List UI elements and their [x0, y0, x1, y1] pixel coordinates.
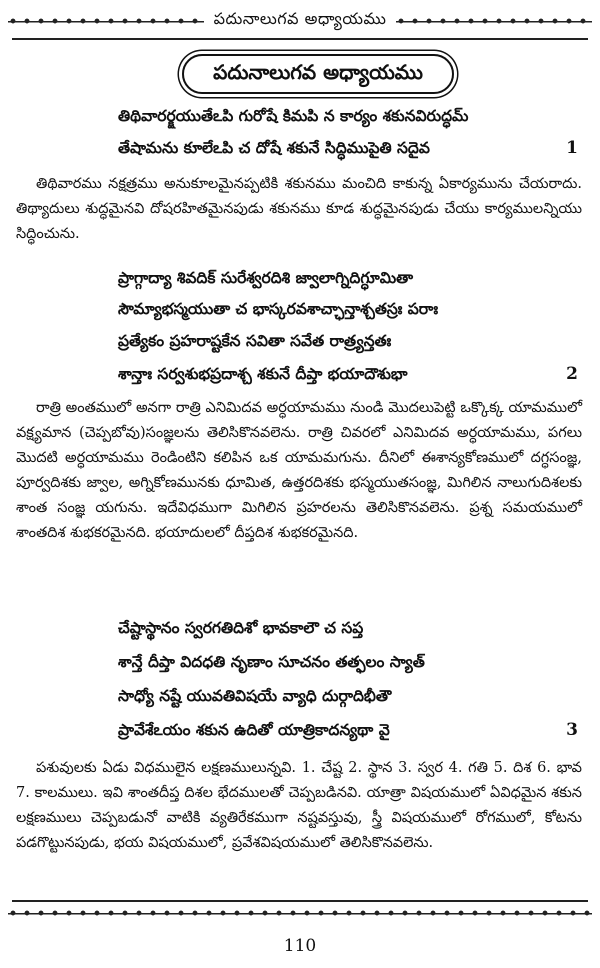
verse-2-line-3: ప్రత్యేకం ప్రహరాష్టకేన సవితా సవేత రాత్ర్యన్తతః — [118, 331, 392, 350]
paragraph-3-text: పశువులకు ఏడు విధములైన లక్షణములున్నవి. 1. చేష్ట 2. స్థాన 3. స్వర 4. గతి 5. దిశ 6. భావ 7. కాలములు. ఇవి శాంతదీప్త దిశల భేదములతో చెప్పబడినవి. యాత్రా విషయములో ఏవిధమైన శకున లక్షణములు చెప్పబడునో వాటికి వ్యతిరేకముగా నష్టవస్తువు, స్త్రీ విషయములో రోగములో, కోటను పడగొట్టునపుడు, భయ విషయములో, ప్రవేశవిషయములో తెలిసికొనవలెను. — [16, 760, 582, 851]
verse-3-line-3: సాధ్యో నష్టే యువతివిషయే వ్యాధి దుర్గాదిభీతౌ — [118, 686, 392, 705]
paragraph-2-text: రాత్రి అంతములో అనగా రాత్రి ఎనిమిదవ అర్ధయామము నుండి మొదలుపెట్టి ఒక్కొక్క యామములో వక్ష్యమాన (చెప్పబోవు)సంజ్ఞలను తెలిసికొనవలెను. రాత్రి చివరలో ఎనిమిదవ అర్ధయామము, పగలు మొదటి అర్ధయామము రెండింటిని కలిపిన ఒక యామమగును. దీనిలో ఈశాన్యకోణములో దగ్ధసంజ్ఞ, పూర్వదిశకు జ్వాల, అగ్నికోణమునకు ధూమిత, ఉత్తరదిశకు భస్మయుతసంజ్ఞ, మిగిలిన నాలుగుదిశలకు శాంత సంజ్ఞ యగును. ఇదేవిధముగా మిగిలిన ప్రహరలను తెలిసికొనవలెను. ప్రశ్న సమయములో శాంతదిశ శుభకరమైనది. భయాదులలో దీప్తదిశ శుభకరమైనది. — [16, 400, 582, 541]
header-divider — [12, 38, 588, 40]
paragraph-1-text: తిథివారము నక్షత్రము అనుకూలమైనప్పటికి శకునము మంచిది కాకున్న ఏకార్యమును చేయరాదు. తిథ్యాదులు శుద్ధమైనవి దోషరహితమైనపుడు శకునము కూడ శుద్ధమైనపుడు చేయు కార్యములన్నియు సిద్ధించును. — [16, 176, 582, 242]
chapter-title: పదునాలుగవ అధ్యాయము — [182, 54, 454, 94]
verse-1-line-2: తేషామను కూలేఽపి చ దోషే శకునే సిద్ధిముపైతి సదైవ — [118, 138, 430, 157]
verse-2-line-4: శాన్తాః సర్వశుభప్రదాశ్చ శకునే దీప్తా భయాదౌశుభా — [118, 364, 408, 383]
running-title: పదునాలుగవ అధ్యాయము — [213, 8, 387, 28]
verse-1-number: 1 — [566, 138, 578, 158]
footer-divider — [12, 900, 588, 902]
paragraph-2 — [16, 396, 582, 546]
ornament-right-icon — [396, 14, 592, 28]
verse-3-line-2: శాన్తే దీప్తా విదధతి నృణాం సూచనం తత్ఫలం స్యాత్ — [118, 652, 425, 671]
verse-2-line-2: సౌమ్యాభస్మయుతా చ భాస్కరవశాచ్ఛాన్తాశ్చతస్రః పరాః — [118, 299, 439, 318]
paragraph-3 — [16, 756, 582, 856]
verse-3-line-4: ప్రావేశేఽయం శకున ఉదితో యాత్రికాదన్యథా వై — [118, 720, 390, 739]
verse-3-line-1: చేష్టాస్థానం స్వరగతిదిశో భావకాలౌ చ సప్త — [118, 618, 364, 637]
verse-2-number: 2 — [566, 364, 578, 384]
ornament-left-icon — [8, 14, 204, 28]
running-header — [8, 6, 592, 34]
paragraph-1 — [16, 172, 582, 247]
page-number: 110 — [283, 936, 317, 956]
verse-1-line-1: తిథివారర్క్షయుతేఽపి గురోషే కిమపి న కార్యం శకునవిరుద్ధమ్ — [118, 106, 469, 125]
verse-2-line-1: ప్రాగ్గాద్యా శివదిక్ సురేశ్వరదిశి జ్వాలాగ్నిదిగ్ధూమితా — [118, 268, 414, 287]
footer-ornament-icon — [8, 906, 592, 920]
verse-3-number: 3 — [566, 720, 578, 740]
